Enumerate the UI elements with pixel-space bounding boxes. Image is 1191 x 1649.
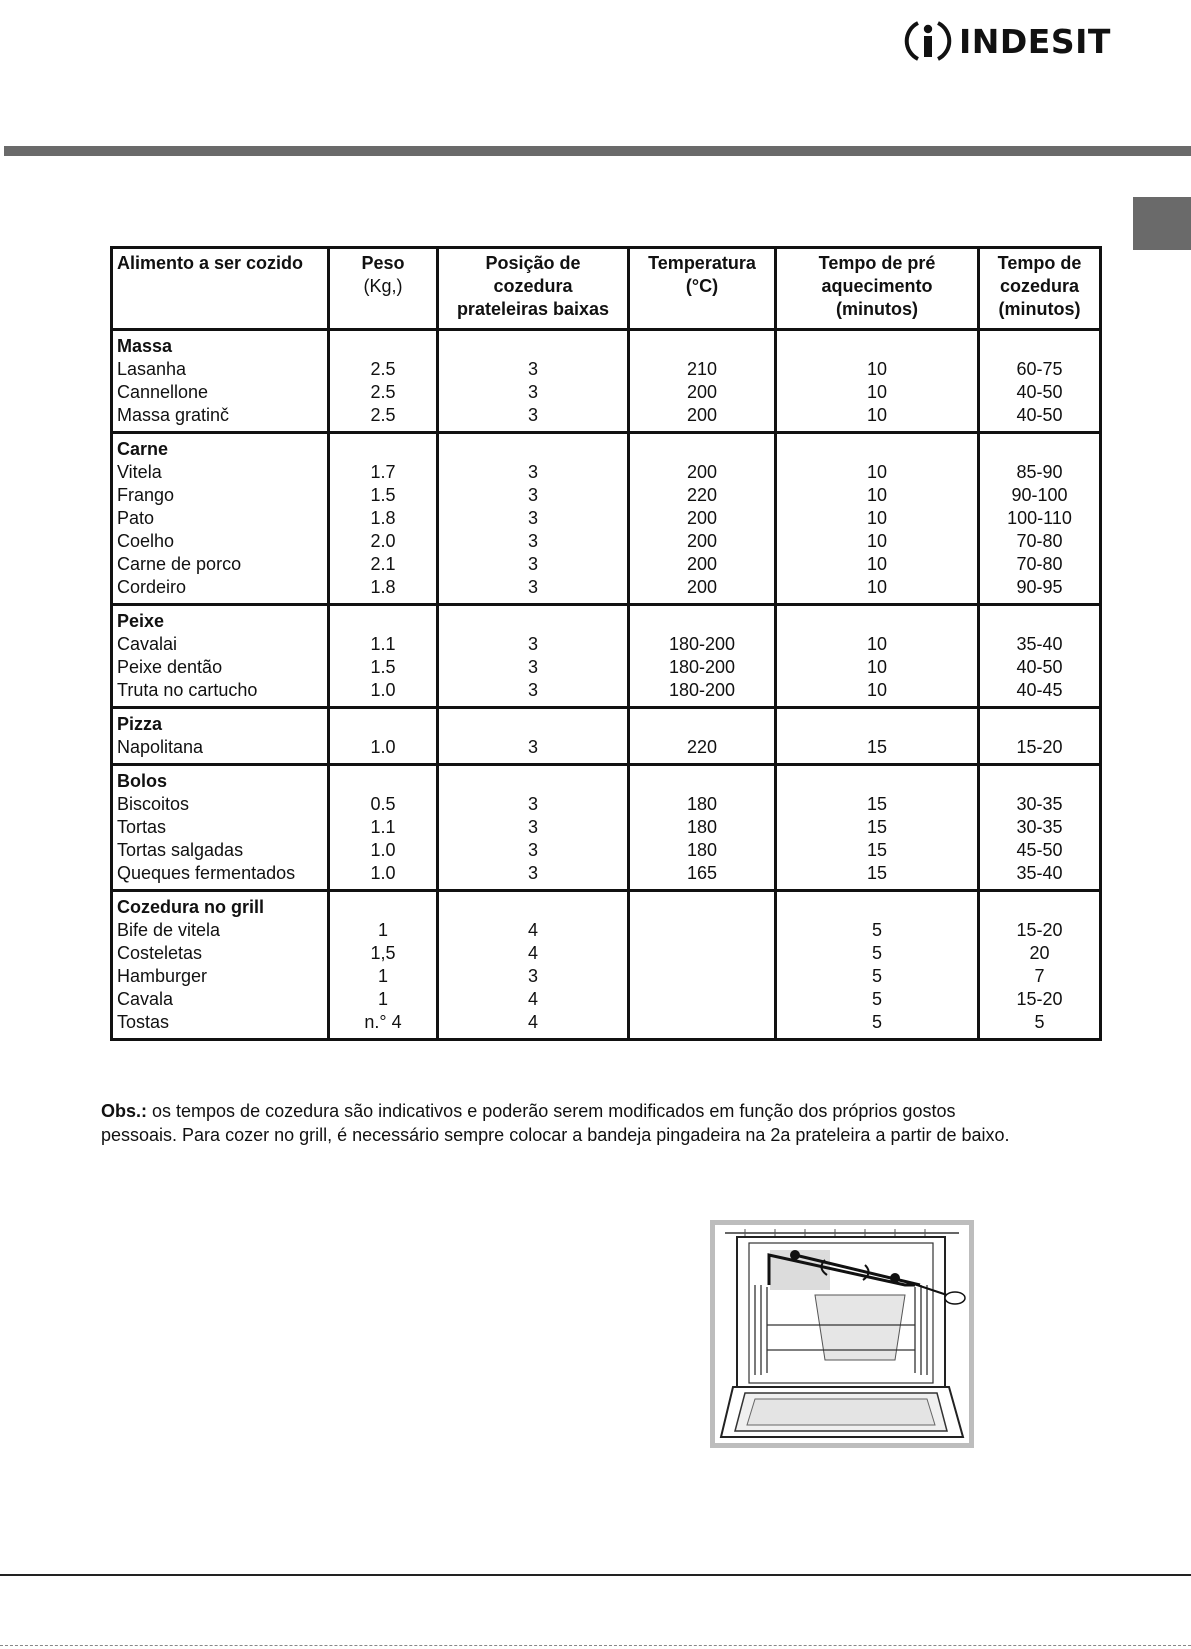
cell-temperature: 200 bbox=[629, 530, 776, 553]
cell-food: Coelho bbox=[112, 530, 329, 553]
cell-weight: 1.8 bbox=[329, 576, 438, 605]
cell-preheat: 15 bbox=[776, 793, 979, 816]
cell-weight: 1.5 bbox=[329, 484, 438, 507]
empty-cell bbox=[979, 708, 1101, 737]
cell-food: Hamburger bbox=[112, 965, 329, 988]
cell-temperature: 180-200 bbox=[629, 633, 776, 656]
group-title: Carne bbox=[112, 433, 329, 462]
cell-temperature: 165 bbox=[629, 862, 776, 891]
cell-food: Cordeiro bbox=[112, 576, 329, 605]
table-row bbox=[112, 839, 1101, 862]
cell-temperature: 220 bbox=[629, 736, 776, 765]
cell-food: Queques fermentados bbox=[112, 862, 329, 891]
group-header-row bbox=[112, 765, 1101, 794]
empty-cell bbox=[776, 708, 979, 737]
empty-cell bbox=[629, 605, 776, 634]
cell-position: 3 bbox=[438, 862, 629, 891]
cell-food: Massa gratinč bbox=[112, 404, 329, 433]
cell-cooking: 20 bbox=[979, 942, 1101, 965]
cell-temperature: 200 bbox=[629, 404, 776, 433]
cell-temperature: 200 bbox=[629, 461, 776, 484]
cell-temperature: 220 bbox=[629, 484, 776, 507]
cell-food: Cavala bbox=[112, 988, 329, 1011]
cell-cooking: 40-50 bbox=[979, 404, 1101, 433]
cell-cooking: 35-40 bbox=[979, 862, 1101, 891]
cell-preheat: 10 bbox=[776, 530, 979, 553]
group-header-row bbox=[112, 330, 1101, 359]
cell-food: Peixe dentão bbox=[112, 656, 329, 679]
table-row bbox=[112, 381, 1101, 404]
cell-position: 3 bbox=[438, 553, 629, 576]
cell-food: Lasanha bbox=[112, 358, 329, 381]
cell-weight: 1.7 bbox=[329, 461, 438, 484]
empty-cell bbox=[438, 330, 629, 359]
cell-food: Tortas salgadas bbox=[112, 839, 329, 862]
cell-preheat: 5 bbox=[776, 919, 979, 942]
cell-cooking: 90-95 bbox=[979, 576, 1101, 605]
empty-cell bbox=[979, 765, 1101, 794]
cell-position: 3 bbox=[438, 576, 629, 605]
table-row bbox=[112, 736, 1101, 765]
cell-position: 4 bbox=[438, 988, 629, 1011]
cell-weight: 1,5 bbox=[329, 942, 438, 965]
empty-cell bbox=[329, 330, 438, 359]
empty-cell bbox=[329, 708, 438, 737]
cell-cooking: 45-50 bbox=[979, 839, 1101, 862]
group-title: Cozedura no grill bbox=[112, 891, 329, 920]
note-line1: os tempos de cozedura são indicativos e poderão serem modificados em função dos próprios gostos bbox=[147, 1101, 956, 1121]
table-row bbox=[112, 862, 1101, 891]
cell-weight: 2.0 bbox=[329, 530, 438, 553]
cell-preheat: 10 bbox=[776, 358, 979, 381]
group-header-row bbox=[112, 708, 1101, 737]
cell-weight: 1.0 bbox=[329, 839, 438, 862]
cell-cooking: 7 bbox=[979, 965, 1101, 988]
cell-temperature: 180 bbox=[629, 793, 776, 816]
cell-position: 3 bbox=[438, 793, 629, 816]
cell-weight: 1.0 bbox=[329, 862, 438, 891]
cell-weight: 1 bbox=[329, 965, 438, 988]
header-food: Alimento a ser cozido bbox=[112, 248, 329, 330]
cell-temperature: 180-200 bbox=[629, 656, 776, 679]
section-tab bbox=[1133, 197, 1191, 250]
cell-temperature bbox=[629, 965, 776, 988]
table-header-row bbox=[112, 248, 1101, 330]
info-i-logo-icon bbox=[903, 16, 953, 66]
cell-cooking: 85-90 bbox=[979, 461, 1101, 484]
table-row bbox=[112, 461, 1101, 484]
header-temperature: Temperatura (°C) bbox=[629, 248, 776, 330]
cell-preheat: 5 bbox=[776, 965, 979, 988]
cell-preheat: 10 bbox=[776, 633, 979, 656]
cell-position: 3 bbox=[438, 736, 629, 765]
cell-weight: 2.5 bbox=[329, 404, 438, 433]
cell-position: 4 bbox=[438, 919, 629, 942]
cell-position: 3 bbox=[438, 358, 629, 381]
cell-cooking: 40-50 bbox=[979, 656, 1101, 679]
table-row bbox=[112, 576, 1101, 605]
page-edge-rule bbox=[0, 1645, 1191, 1646]
cell-food: Biscoitos bbox=[112, 793, 329, 816]
empty-cell bbox=[776, 605, 979, 634]
empty-cell bbox=[329, 605, 438, 634]
empty-cell bbox=[438, 891, 629, 920]
table-row bbox=[112, 656, 1101, 679]
group-title: Pizza bbox=[112, 708, 329, 737]
cell-weight: 1.0 bbox=[329, 679, 438, 708]
header-cooking-time: Tempo de cozedura (minutos) bbox=[979, 248, 1101, 330]
cell-preheat: 10 bbox=[776, 484, 979, 507]
empty-cell bbox=[776, 433, 979, 462]
cell-preheat: 10 bbox=[776, 381, 979, 404]
cell-weight: 1.1 bbox=[329, 633, 438, 656]
table-row bbox=[112, 793, 1101, 816]
cell-food: Truta no cartucho bbox=[112, 679, 329, 708]
table-row bbox=[112, 679, 1101, 708]
note-label: Obs.: bbox=[101, 1101, 148, 1121]
cell-food: Napolitana bbox=[112, 736, 329, 765]
cell-weight: 2.5 bbox=[329, 358, 438, 381]
cell-position: 3 bbox=[438, 461, 629, 484]
empty-cell bbox=[629, 433, 776, 462]
table-row bbox=[112, 553, 1101, 576]
cell-temperature bbox=[629, 942, 776, 965]
empty-cell bbox=[979, 891, 1101, 920]
cell-position: 3 bbox=[438, 404, 629, 433]
group-title: Peixe bbox=[112, 605, 329, 634]
empty-cell bbox=[979, 433, 1101, 462]
header-preheat: Tempo de pré aquecimento (minutos) bbox=[776, 248, 979, 330]
cell-food: Tostas bbox=[112, 1011, 329, 1040]
oven-illustration bbox=[710, 1220, 974, 1448]
cell-preheat: 15 bbox=[776, 736, 979, 765]
cell-weight: 2.1 bbox=[329, 553, 438, 576]
cell-preheat: 5 bbox=[776, 942, 979, 965]
cell-temperature: 180 bbox=[629, 816, 776, 839]
cell-food: Cannellone bbox=[112, 381, 329, 404]
cell-preheat: 10 bbox=[776, 553, 979, 576]
cell-cooking: 30-35 bbox=[979, 793, 1101, 816]
cell-weight: 1.5 bbox=[329, 656, 438, 679]
cell-position: 3 bbox=[438, 507, 629, 530]
empty-cell bbox=[329, 433, 438, 462]
table-row bbox=[112, 530, 1101, 553]
table-row bbox=[112, 816, 1101, 839]
header-position: Posição de cozedura prateleiras baixas bbox=[438, 248, 629, 330]
empty-cell bbox=[776, 330, 979, 359]
cell-cooking: 35-40 bbox=[979, 633, 1101, 656]
empty-cell bbox=[629, 765, 776, 794]
group-title: Massa bbox=[112, 330, 329, 359]
table-group bbox=[112, 605, 1101, 708]
header-weight: Peso (Kg,) bbox=[329, 248, 438, 330]
table-row bbox=[112, 1011, 1101, 1040]
empty-cell bbox=[329, 765, 438, 794]
empty-cell bbox=[629, 330, 776, 359]
cell-cooking: 30-35 bbox=[979, 816, 1101, 839]
empty-cell bbox=[979, 605, 1101, 634]
table-row bbox=[112, 633, 1101, 656]
group-header-row bbox=[112, 891, 1101, 920]
table-row bbox=[112, 404, 1101, 433]
cell-preheat: 15 bbox=[776, 862, 979, 891]
cell-preheat: 5 bbox=[776, 988, 979, 1011]
empty-cell bbox=[979, 330, 1101, 359]
cell-temperature bbox=[629, 988, 776, 1011]
cell-food: Tortas bbox=[112, 816, 329, 839]
cell-position: 3 bbox=[438, 484, 629, 507]
cell-cooking: 40-50 bbox=[979, 381, 1101, 404]
empty-cell bbox=[438, 605, 629, 634]
cell-position: 3 bbox=[438, 679, 629, 708]
cell-food: Vitela bbox=[112, 461, 329, 484]
table-row bbox=[112, 919, 1101, 942]
cell-cooking: 90-100 bbox=[979, 484, 1101, 507]
cell-temperature: 180 bbox=[629, 839, 776, 862]
cell-weight: 1 bbox=[329, 919, 438, 942]
cell-cooking: 15-20 bbox=[979, 988, 1101, 1011]
cell-cooking: 5 bbox=[979, 1011, 1101, 1040]
table-row bbox=[112, 965, 1101, 988]
cell-cooking: 100-110 bbox=[979, 507, 1101, 530]
table-row bbox=[112, 988, 1101, 1011]
cell-food: Costeletas bbox=[112, 942, 329, 965]
table-group bbox=[112, 708, 1101, 765]
table-group bbox=[112, 433, 1101, 605]
table-row bbox=[112, 507, 1101, 530]
table-group bbox=[112, 765, 1101, 891]
cell-food: Cavalai bbox=[112, 633, 329, 656]
cell-weight: 1 bbox=[329, 988, 438, 1011]
cell-weight: 2.5 bbox=[329, 381, 438, 404]
cell-food: Pato bbox=[112, 507, 329, 530]
cell-temperature bbox=[629, 919, 776, 942]
empty-cell bbox=[438, 708, 629, 737]
cell-cooking: 40-45 bbox=[979, 679, 1101, 708]
table-row bbox=[112, 484, 1101, 507]
empty-cell bbox=[438, 433, 629, 462]
empty-cell bbox=[629, 708, 776, 737]
cell-position: 3 bbox=[438, 816, 629, 839]
cell-temperature bbox=[629, 1011, 776, 1040]
cell-food: Bife de vitela bbox=[112, 919, 329, 942]
table-group bbox=[112, 330, 1101, 433]
cell-cooking: 70-80 bbox=[979, 553, 1101, 576]
group-header-row bbox=[112, 433, 1101, 462]
cell-temperature: 200 bbox=[629, 576, 776, 605]
cell-weight: 1.8 bbox=[329, 507, 438, 530]
cell-position: 3 bbox=[438, 965, 629, 988]
cell-position: 4 bbox=[438, 1011, 629, 1040]
cell-weight: 1.0 bbox=[329, 736, 438, 765]
cell-preheat: 5 bbox=[776, 1011, 979, 1040]
cell-preheat: 10 bbox=[776, 461, 979, 484]
table-row bbox=[112, 942, 1101, 965]
note-paragraph bbox=[101, 1099, 1111, 1147]
cell-position: 3 bbox=[438, 530, 629, 553]
cell-position: 3 bbox=[438, 656, 629, 679]
cell-cooking: 70-80 bbox=[979, 530, 1101, 553]
empty-cell bbox=[776, 765, 979, 794]
cell-preheat: 15 bbox=[776, 839, 979, 862]
cell-cooking: 15-20 bbox=[979, 736, 1101, 765]
footer-rule bbox=[0, 1574, 1191, 1576]
cell-cooking: 15-20 bbox=[979, 919, 1101, 942]
table-group bbox=[112, 891, 1101, 1040]
empty-cell bbox=[329, 891, 438, 920]
cell-preheat: 15 bbox=[776, 816, 979, 839]
empty-cell bbox=[629, 891, 776, 920]
cell-temperature: 200 bbox=[629, 381, 776, 404]
cell-temperature: 180-200 bbox=[629, 679, 776, 708]
group-header-row bbox=[112, 605, 1101, 634]
cell-temperature: 200 bbox=[629, 507, 776, 530]
cell-position: 3 bbox=[438, 839, 629, 862]
cell-position: 3 bbox=[438, 381, 629, 404]
cell-food: Frango bbox=[112, 484, 329, 507]
cell-temperature: 200 bbox=[629, 553, 776, 576]
cell-position: 4 bbox=[438, 942, 629, 965]
cell-preheat: 10 bbox=[776, 679, 979, 708]
group-title: Bolos bbox=[112, 765, 329, 794]
cell-position: 3 bbox=[438, 633, 629, 656]
table-row bbox=[112, 358, 1101, 381]
cell-preheat: 10 bbox=[776, 507, 979, 530]
cell-temperature: 210 bbox=[629, 358, 776, 381]
oven-rotisserie-icon bbox=[715, 1225, 969, 1443]
cell-weight: 1.1 bbox=[329, 816, 438, 839]
cell-preheat: 10 bbox=[776, 404, 979, 433]
note-line2: pessoais. Para cozer no grill, é necessário sempre colocar a bandeja pingadeira na 2a prateleira a partir de baixo. bbox=[101, 1125, 1010, 1145]
cell-preheat: 10 bbox=[776, 656, 979, 679]
brand-name: INDESIT bbox=[959, 21, 1111, 61]
cell-cooking: 60-75 bbox=[979, 358, 1101, 381]
cell-weight: n.° 4 bbox=[329, 1011, 438, 1040]
cell-weight: 0.5 bbox=[329, 793, 438, 816]
brand-logo bbox=[903, 15, 1111, 67]
cell-preheat: 10 bbox=[776, 576, 979, 605]
cooking-table bbox=[110, 246, 1102, 1041]
empty-cell bbox=[438, 765, 629, 794]
header-bar bbox=[4, 146, 1191, 156]
cell-food: Carne de porco bbox=[112, 553, 329, 576]
empty-cell bbox=[776, 891, 979, 920]
